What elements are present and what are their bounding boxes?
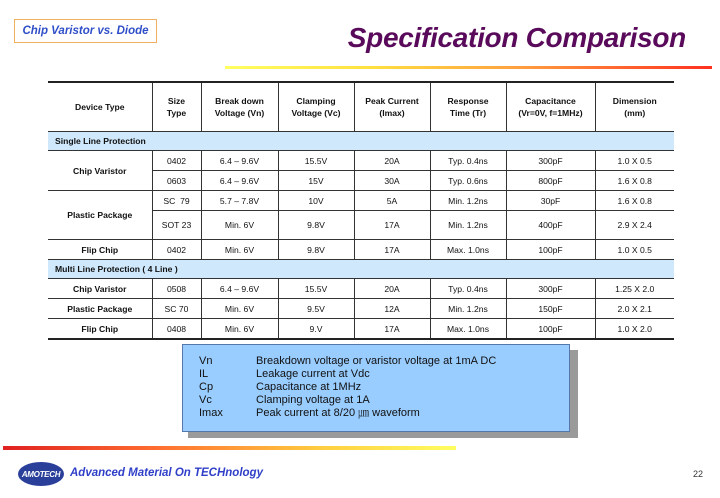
legend-item	[199, 381, 569, 394]
dim-cell: 1.0 X 2.0	[595, 319, 674, 340]
imax-cell: 30A	[354, 171, 430, 191]
device-cell: Chip Varistor	[48, 151, 152, 191]
cap-cell: 150pF	[506, 299, 595, 319]
tr-cell: Typ. 0.4ns	[430, 151, 506, 171]
col-clamping-voltage: Clamping Voltage (Vc)	[278, 82, 354, 132]
vc-cell: 9.8V	[278, 240, 354, 260]
table-row	[48, 240, 674, 260]
vc-cell: 9.8V	[278, 211, 354, 240]
dim-cell: 1.6 X 0.8	[595, 171, 674, 191]
col-dimension: Dimension (mm)	[595, 82, 674, 132]
table-row	[48, 319, 674, 340]
legend-item	[199, 368, 569, 381]
size-cell: SOT 23	[152, 211, 201, 240]
vc-cell: 15V	[278, 171, 354, 191]
vc-cell: 15.5V	[278, 151, 354, 171]
vc-cell: 9.V	[278, 319, 354, 340]
section-title: Single Line Protection	[48, 132, 674, 151]
vc-cell: 10V	[278, 191, 354, 211]
cap-cell: 100pF	[506, 319, 595, 340]
col-breakdown-voltage: Break down Voltage (Vn)	[201, 82, 278, 132]
vn-cell: Min. 6V	[201, 211, 278, 240]
size-cell: SC 79	[152, 191, 201, 211]
imax-cell: 17A	[354, 240, 430, 260]
vn-cell: 6.4 – 9.6V	[201, 279, 278, 299]
legend-description: Clamping voltage at 1A	[256, 394, 370, 406]
size-cell: 0603	[152, 171, 201, 191]
section-tag: Chip Varistor vs. Diode	[14, 19, 157, 43]
table-row	[48, 151, 674, 171]
vc-cell: 9.5V	[278, 299, 354, 319]
dim-cell: 1.0 X 0.5	[595, 151, 674, 171]
cap-cell: 300pF	[506, 151, 595, 171]
cap-cell: 400pF	[506, 211, 595, 240]
legend-item	[199, 394, 569, 407]
legend-symbol: Cp	[199, 381, 214, 393]
legend-symbol: Vc	[199, 394, 212, 406]
dim-cell: 1.0 X 0.5	[595, 240, 674, 260]
col-capacitance: Capacitance (Vr=0V, f=1MHz)	[506, 82, 595, 132]
page-title: Specification Comparison	[347, 22, 686, 53]
tr-cell: Typ. 0.6ns	[430, 171, 506, 191]
col-device-type: Device Type	[48, 82, 152, 132]
tr-cell: Max. 1.0ns	[430, 319, 506, 340]
imax-cell: 5A	[354, 191, 430, 211]
vn-cell: 6.4 – 9.6V	[201, 151, 278, 171]
tr-cell: Max. 1.0ns	[430, 240, 506, 260]
header-row	[48, 82, 674, 132]
imax-cell: 20A	[354, 151, 430, 171]
device-cell: Flip Chip	[48, 319, 152, 340]
spec-table	[48, 81, 674, 340]
cap-cell: 30pF	[506, 191, 595, 211]
tr-cell: Min. 1.2ns	[430, 191, 506, 211]
page-number: 22	[692, 469, 703, 479]
legend-box	[182, 344, 570, 432]
device-cell: Plastic Package	[48, 299, 152, 319]
legend-symbol: Vn	[199, 355, 213, 367]
size-cell: 0408	[152, 319, 201, 340]
vn-cell: Min. 6V	[201, 240, 278, 260]
legend-item	[199, 407, 569, 420]
col-response-time: Response Time (Tr)	[430, 82, 506, 132]
legend-symbol: IL	[199, 368, 209, 380]
dim-cell: 1.6 X 0.8	[595, 191, 674, 211]
tr-cell: Min. 1.2ns	[430, 211, 506, 240]
company-name: Advanced Material On TECHnology	[70, 467, 263, 479]
table-row	[48, 191, 674, 211]
imax-cell: 20A	[354, 279, 430, 299]
section-title: Multi Line Protection ( 4 Line )	[48, 260, 674, 279]
dim-cell: 2.9 X 2.4	[595, 211, 674, 240]
size-cell: 0402	[152, 151, 201, 171]
table-row	[48, 279, 674, 299]
legend-symbol: Imax	[199, 407, 223, 419]
device-cell: Flip Chip	[48, 240, 152, 260]
dim-cell: 1.25 X 2.0	[595, 279, 674, 299]
amotech-logo: AMOTECH	[18, 462, 64, 486]
imax-cell: 12A	[354, 299, 430, 319]
legend-description: Capacitance at 1MHz	[256, 381, 362, 393]
col-peak-current: Peak Current (Imax)	[354, 82, 430, 132]
legend-description: Breakdown voltage or varistor voltage at 1mA DC	[256, 355, 497, 367]
tr-cell: Min. 1.2ns	[430, 299, 506, 319]
title-divider	[225, 66, 712, 69]
vn-cell: Min. 6V	[201, 299, 278, 319]
size-cell: SC 70	[152, 299, 201, 319]
vc-cell: 15.5V	[278, 279, 354, 299]
imax-cell: 17A	[354, 211, 430, 240]
cap-cell: 800pF	[506, 171, 595, 191]
col-size-type: Size Type	[152, 82, 201, 132]
section-row-multi-line	[48, 260, 674, 279]
footer-divider	[3, 446, 456, 450]
vn-cell: 5.7 – 7.8V	[201, 191, 278, 211]
imax-cell: 17A	[354, 319, 430, 340]
table-row	[48, 299, 674, 319]
cap-cell: 100pF	[506, 240, 595, 260]
legend-description: Leakage current at Vdc	[256, 368, 370, 380]
section-row-single-line	[48, 132, 674, 151]
legend-item	[199, 355, 569, 368]
device-cell: Plastic Package	[48, 191, 152, 240]
size-cell: 0402	[152, 240, 201, 260]
vn-cell: Min. 6V	[201, 319, 278, 340]
legend-description: Peak current at 8/20 ㎛ waveform	[256, 407, 420, 419]
device-cell: Chip Varistor	[48, 279, 152, 299]
vn-cell: 6.4 – 9.6V	[201, 171, 278, 191]
cap-cell: 300pF	[506, 279, 595, 299]
dim-cell: 2.0 X 2.1	[595, 299, 674, 319]
size-cell: 0508	[152, 279, 201, 299]
tr-cell: Typ. 0.4ns	[430, 279, 506, 299]
